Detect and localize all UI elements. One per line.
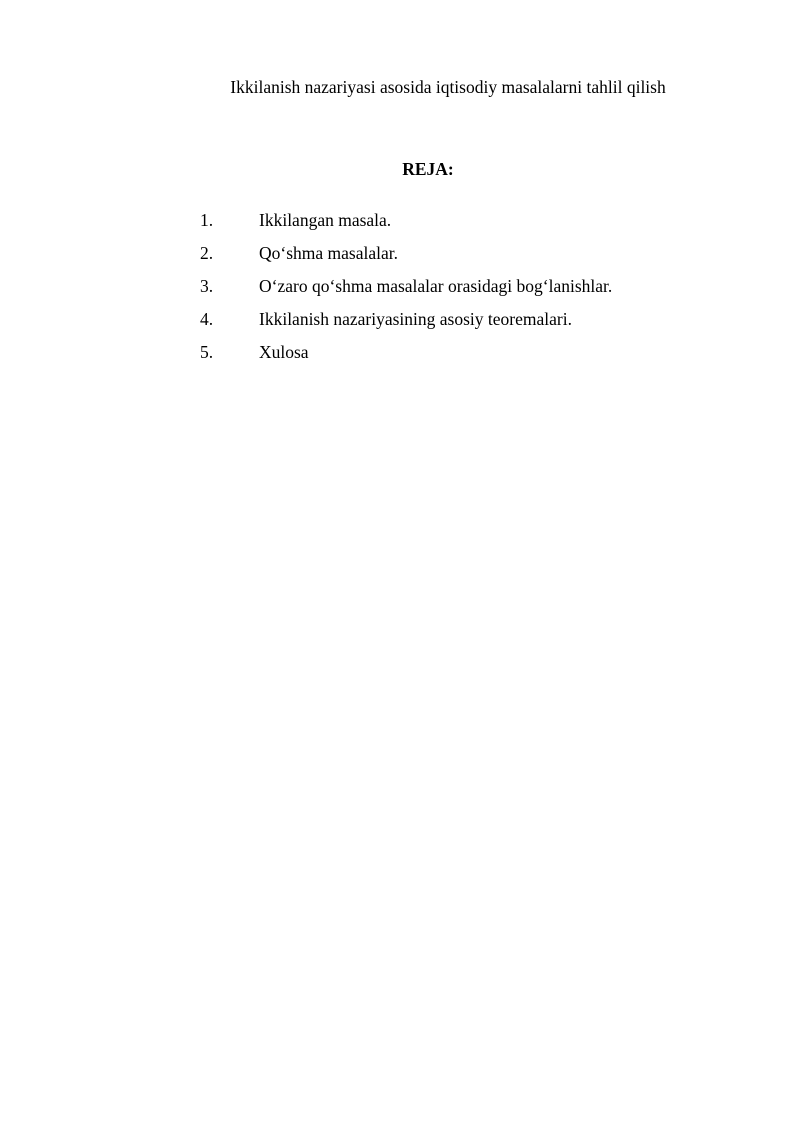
- plan-item-1: [200, 209, 612, 242]
- plan-item-text: Xulosa: [259, 342, 309, 362]
- plan-item-5: [200, 341, 612, 374]
- plan-item-number: 5.: [200, 342, 214, 362]
- plan-item-number: 2.: [200, 243, 214, 263]
- plan-heading: REJA:: [402, 159, 454, 179]
- document-title: Ikkilanish nazariyasi asosida iqtisodiy masalalarni tahlil qilish: [230, 77, 666, 97]
- plan-item-text: Ikkilangan masala.: [259, 210, 392, 230]
- plan-item-text: Ikkilanish nazariyasining asosiy teoremalari.: [259, 309, 572, 329]
- plan-item-2: [200, 242, 612, 275]
- plan-item-text: O‘zaro qo‘shma masalalar orasidagi bog‘lanishlar.: [259, 276, 613, 296]
- plan-list: [200, 209, 612, 374]
- plan-item-text: Qo‘shma masalalar.: [259, 243, 398, 263]
- plan-item-3: [200, 275, 612, 308]
- plan-item-number: 4.: [200, 309, 214, 329]
- plan-item-4: [200, 308, 612, 341]
- plan-item-number: 1.: [200, 210, 214, 230]
- plan-item-number: 3.: [200, 276, 214, 296]
